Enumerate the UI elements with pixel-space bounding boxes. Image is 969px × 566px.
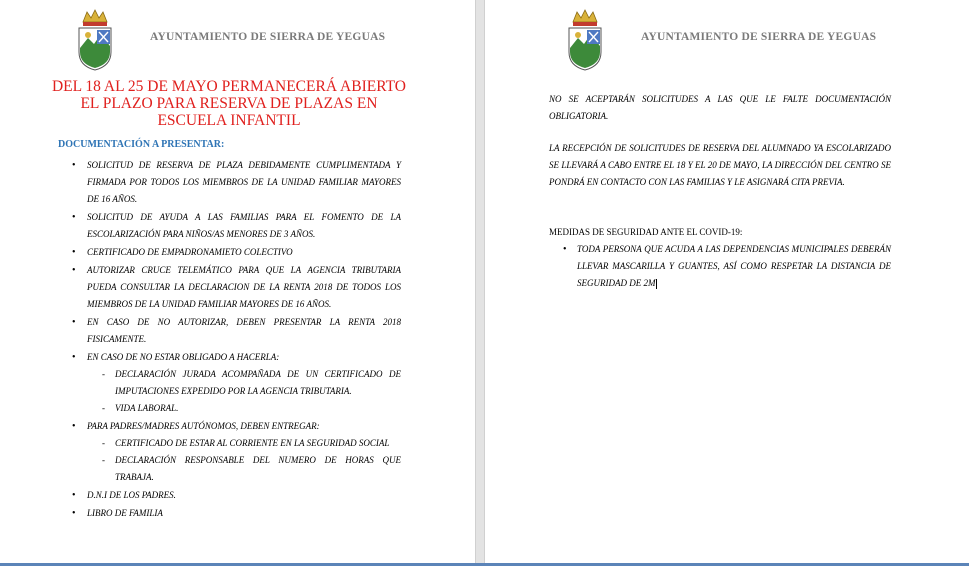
list-item: • AUTORIZAR CRUCE TELEMÁTICO PARA QUE LA AGENCIA TRIBUTARIA PUEDA CONSULTAR LA DECLARACION DE LA RENTA 2018 DE TODOS LOS MIEMBROS DE LA UNIDAD FAMILIAR MAYORES DE 16 AÑOS. [87,262,401,313]
sub-list [87,435,401,486]
list-item: • SOLICITUD DE RESERVA DE PLAZA DEBIDAMENTE CUMPLIMENTADA Y FIRMADA POR TODOS LOS MIEMBROS DE LA UNIDAD FAMILIAR MAYORES DE 16 AÑOS. [87,157,401,208]
covid-title: MEDIDAS DE SEGURIDAD ANTE EL COVID-19: [549,227,743,237]
header-title: AYUNTAMIENTO DE SIERRA DE YEGUAS [150,31,386,43]
dash-icon: - [102,455,105,465]
dash-icon: - [102,438,105,448]
bullet-icon: • [72,421,76,432]
list-item: • PARA PADRES/MADRES AUTÓNOMOS, DEBEN ENTREGAR: - CERTIFICADO DE ESTAR AL CORRIENTE EN LA SEGURIDAD SOCIAL - DECLARACIÓN RESPONSABLE DEL NUMERO DE HORAS QUE TRABAJA. [87,418,401,486]
notice-paragraph: NO SE ACEPTARÁN SOLICITUDES A LAS QUE LE FALTE DOCUMENTACIÓN OBLIGATORIA. [549,94,891,121]
reception-paragraph: LA RECEPCIÓN DE SOLICITUDES DE RESERVA DEL ALUMNADO YA ESCOLARIZADO SE LLEVARÁ A CABO ENTRE EL 18 Y EL 20 DE MAYO, LA DIRECCIÓN DEL CENTRO SE PONDRÁ EN CONTACTO CON LAS FAMILIAS Y LE ASIGNARÁ CITA PREVIA. [549,143,891,187]
bullet-icon: • [72,352,76,363]
bullet-icon: • [72,490,76,501]
documentation-list [72,157,401,523]
coat-of-arms-icon [565,8,605,72]
header-title: AYUNTAMIENTO DE SIERRA DE YEGUAS [641,31,877,43]
bullet-icon: • [72,265,76,276]
page-gap [476,0,484,566]
section-label: DOCUMENTACIÓN A PRESENTAR: [58,139,225,150]
list-item: • EN CASO DE NO ESTAR OBLIGADO A HACERLA: - DECLARACIÓN JURADA ACOMPAÑADA DE UN CERTIFICADO DE IMPUTACIONES EXPEDIDO POR LA AGENCIA TRIBUTARIA. - VIDA LABORAL. [87,349,401,417]
sub-list-item: - DECLARACIÓN JURADA ACOMPAÑADA DE UN CERTIFICADO DE IMPUTACIONES EXPEDIDO POR LA AGENCIA TRIBUTARIA. [115,366,401,400]
document-page-1[interactable] [0,0,476,566]
main-heading: DEL 18 AL 25 DE MAYO PERMANECERÁ ABIERTO EL PLAZO PARA RESERVA DE PLAZAS EN ESCUELA INFANTIL [51,78,406,129]
sub-list-item: - CERTIFICADO DE ESTAR AL CORRIENTE EN LA SEGURIDAD SOCIAL [115,435,401,452]
sub-list-item: - VIDA LABORAL. [115,400,401,417]
coat-of-arms-icon [75,8,115,72]
sub-list [87,366,401,417]
list-item: • TODA PERSONA QUE ACUDA A LAS DEPENDENCIAS MUNICIPALES DEBERÁN LLEVAR MASCARILLA Y GUANTES, ASÍ COMO RESPETAR LA DISTANCIA DE SEGURIDAD DE 2M [577,241,891,292]
list-item: • CERTIFICADO DE EMPADRONAMIETO COLECTIVO [87,244,401,261]
list-item: • SOLICITUD DE AYUDA A LAS FAMILIAS PARA EL FOMENTO DE LA ESCOLARIZACIÓN PARA NIÑOS/AS MENORES DE 3 AÑOS. [87,209,401,243]
bullet-icon: • [72,160,76,171]
bullet-icon: • [72,212,76,223]
text-cursor [656,279,657,289]
list-item: • EN CASO DE NO AUTORIZAR, DEBEN PRESENTAR LA RENTA 2018 FISICAMENTE. [87,314,401,348]
sub-list-item: - DECLARACIÓN RESPONSABLE DEL NUMERO DE HORAS QUE TRABAJA. [115,452,401,486]
bullet-icon: • [563,244,567,255]
covid-list [563,241,891,292]
list-item: • LIBRO DE FAMILIA [87,505,401,522]
bullet-icon: • [72,508,76,519]
bullet-icon: • [72,317,76,328]
dash-icon: - [102,369,105,379]
dash-icon: - [102,403,105,413]
bullet-icon: • [72,247,76,258]
list-item: • D.N.I DE LOS PADRES. [87,487,401,504]
document-page-2[interactable] [484,0,969,566]
